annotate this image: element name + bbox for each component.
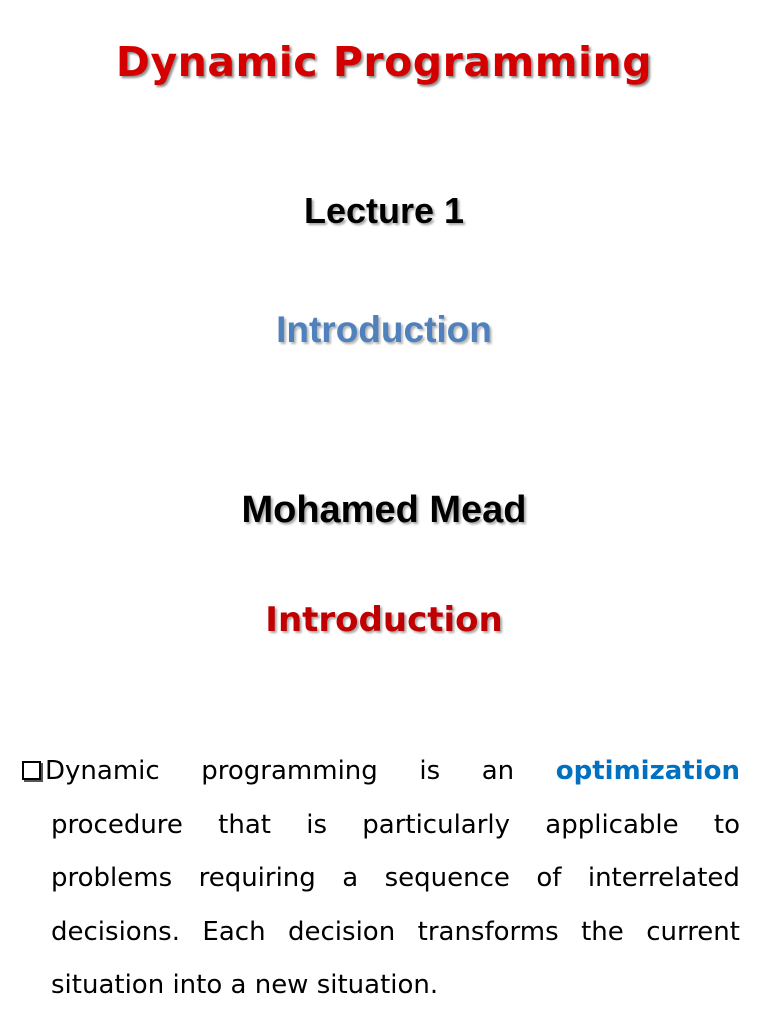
bullet-line-5 [22,959,740,1013]
highlighted-term: optimization [555,756,740,786]
word: problems [51,863,173,893]
word: programming [201,756,378,786]
bullet-line-3 [22,852,740,906]
slide-title: Dynamic Programming [115,38,653,86]
word: that [218,809,271,840]
word: is [306,809,328,840]
word: requiring [198,863,316,893]
word: applicable [545,809,679,840]
slide-subtitle: Introduction [276,309,492,350]
word: procedure [51,809,183,840]
bullet-line-2 [22,799,740,853]
word: is [419,756,441,786]
word: interrelated [587,863,740,893]
word: a [342,863,359,893]
word: transforms [417,916,559,947]
author-name: Mohamed Mead [241,489,527,531]
section-heading: Introduction [265,600,503,640]
word: particularly [362,809,511,840]
word: of [536,863,562,893]
word: to [713,809,740,840]
word: decisions. [51,916,180,947]
lecture-number: Lecture 1 [303,190,465,231]
checkbox-square-icon [22,761,41,780]
word: decision [288,916,396,947]
bullet-paragraph [22,745,740,1013]
word: an [481,756,515,786]
word: Dynamic [45,756,160,786]
bullet-line-4 [22,906,740,960]
word: current [646,916,740,947]
word: situation into a new situation. [51,970,439,1000]
word: the [581,916,624,947]
bullet-line-1 [22,745,740,799]
bullet-first-word [22,745,160,799]
word: sequence [384,863,510,893]
word: Each [202,916,266,947]
